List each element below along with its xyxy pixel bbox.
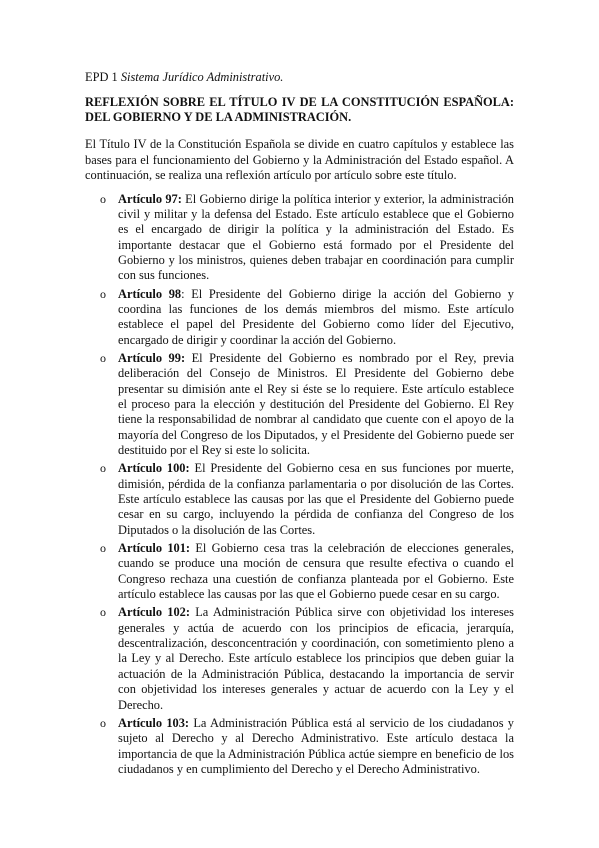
article-text: La Administración Pública está al servicio de los ciudadanos y sujeto al Derecho y al Derecho Administrativo. Este artículo destaca la importancia de que la Administración Pública actúe siempre en beneficio de los ciudadanos y en cumplimiento del Derecho y el Derecho Administrativo. [118, 715, 514, 776]
bullet-icon: o [100, 715, 106, 730]
header-subject: Sistema Jurídico Administrativo. [120, 70, 284, 84]
article-label: Artículo 102: [118, 605, 190, 620]
list-item-article-97 [85, 192, 514, 284]
list-item-article-99 [85, 351, 514, 458]
bullet-icon: o [100, 286, 106, 301]
document-title: REFLEXIÓN SOBRE EL TÍTULO IV DE LA CONSTITUCIÓN ESPAÑOLA: DEL GOBIERNO Y DE LA ADMINISTRACIÓN. [85, 95, 514, 124]
list-item-article-102 [85, 605, 514, 712]
list-item-article-98 [85, 287, 514, 348]
article-text: El Gobierno cesa tras la celebración de elecciones generales, cuando se produce una moción de censura que resulte efectiva o cuando el Congreso rechaza una cuestión de confianza planteada por el Gobierno. Este artículo establece las causas por las que el Gobierno puede cesar en su cargo. [118, 541, 514, 602]
document-header [85, 70, 514, 85]
bullet-icon: o [100, 461, 106, 476]
article-text: El Gobierno dirige la política interior y exterior, la administración civil y militar y la defensa del Estado. Este artículo establece que el Gobierno es el encargado de dirigir la política y la administración del Estado. Es importante destacar que el Gobierno está formado por el Presidente del Gobierno y los ministros, quienes deben trabajar en coordinación para cumplir con sus funciones. [118, 191, 514, 283]
bullet-icon: o [100, 350, 106, 365]
article-label: Artículo 103: [118, 715, 190, 730]
intro-paragraph: El Título IV de la Constitución Española se divide en cuatro capítulos y establece las bases para el funcionamiento del Gobierno y la Administración del Estado español. A continuación, se realiza una reflexión artículo por artículo sobre este título. [85, 137, 514, 182]
list-item-article-101 [85, 541, 514, 602]
article-label: Artículo 97: [118, 191, 182, 206]
bullet-icon: o [100, 191, 106, 206]
list-item-article-103 [85, 716, 514, 777]
article-label: Artículo 98 [118, 286, 182, 301]
article-text: El Presidente del Gobierno es nombrado por el Rey, previa deliberación del Consejo de Ministros. El Presidente del Gobierno debe presentar su dimisión ante el Rey si éste se lo requiere. Este artículo establece el proceso para la elección y destitución del Presidente del Gobierno. El Rey tiene la responsabilidad de nombrar al candidato que cuente con el apoyo de la mayoría del Congreso de los Diputados, y el Presidente del Gobierno puede ser destituido por el Rey si este lo solicita. [118, 350, 514, 457]
article-label: Artículo 101: [118, 541, 191, 556]
article-text: El Presidente del Gobierno cesa en sus funciones por muerte, dimisión, pérdida de la confianza parlamentaria o por disolución de las Cortes. Este artículo establece las causas por las que el Presidente del Gobierno puede cesar en su cargo, incluyendo la pérdida de confianza del Congreso de los Diputados o la disolución de las Cortes. [118, 461, 515, 537]
article-text: : El Presidente del Gobierno dirige la acción del Gobierno y coordina las funciones de los demás miembros del mismo. Este artículo establece el papel del Presidente del Gobierno como líder del Ejecutivo, encargado de dirigir y coordinar la acción del Gobierno. [118, 286, 514, 347]
bullet-icon: o [100, 541, 106, 556]
article-label: Artículo 99: [118, 350, 186, 365]
header-prefix: EPD 1 [85, 70, 118, 84]
article-label: Artículo 100: [118, 461, 190, 476]
article-text: La Administración Pública sirve con objetividad los intereses generales y actúa de acuerdo con los principios de eficacia, jerarquía, descentralización, desconcentración y coordinación, con sometimiento pleno a la Ley y al Derecho. Este artículo establece los principios que deben guiar la actuación de la Administración Pública, destacando la importancia de servir con objetividad los intereses generales y actuar de acuerdo con la Ley y el Derecho. [118, 605, 515, 712]
list-item-article-100 [85, 461, 514, 538]
article-list [85, 192, 514, 778]
bullet-icon: o [100, 605, 106, 620]
